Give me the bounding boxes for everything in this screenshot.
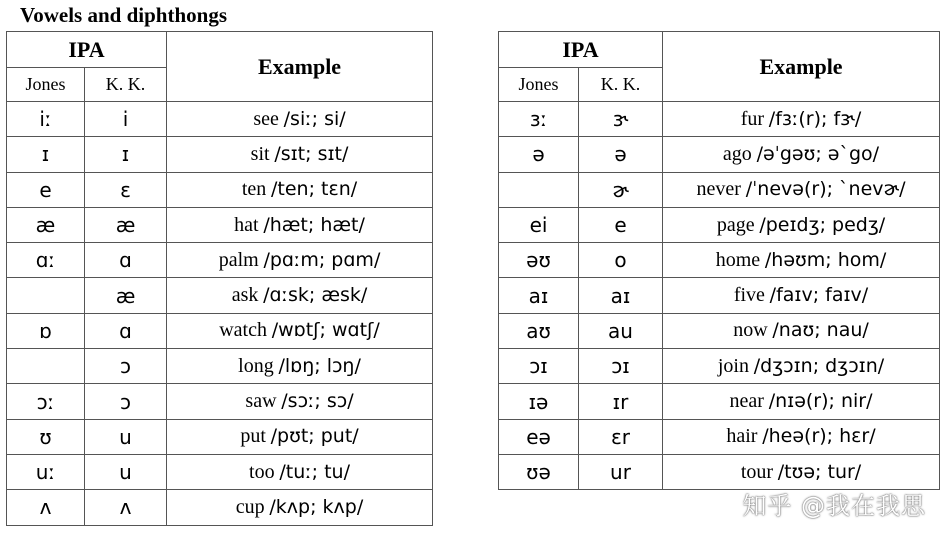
kk-symbol: ɔɪ <box>579 349 663 384</box>
jones-symbol: əʊ <box>499 243 579 278</box>
jones-symbol <box>7 278 85 313</box>
example-transcription: /pʊt; put/ <box>270 425 359 448</box>
example-word: see <box>253 107 279 130</box>
jones-symbol: ʊ <box>7 419 85 454</box>
example-transcription: /sɪt; sɪt/ <box>274 142 349 165</box>
example-word: tour <box>740 460 774 483</box>
example-header: Example <box>663 32 940 102</box>
example-cell <box>663 172 940 207</box>
table-row <box>499 278 940 313</box>
jones-symbol: ə <box>499 137 579 172</box>
example-transcription: /tʊə; tur/ <box>777 460 862 483</box>
example-word: ten <box>241 178 267 201</box>
jones-symbol: ɜː <box>499 102 579 137</box>
jones-symbol: ɑː <box>7 243 85 278</box>
example-transcription: /naʊ; nau/ <box>772 319 869 342</box>
example-word: fur <box>740 107 765 130</box>
kk-symbol: ur <box>579 454 663 489</box>
kk-symbol: aɪ <box>579 278 663 313</box>
example-transcription: /ˈnevə(r); ˋnevɚ/ <box>745 178 906 201</box>
example-transcription: /hæt; hæt/ <box>263 213 365 236</box>
kk-symbol: æ <box>85 278 167 313</box>
jones-symbol: e <box>7 172 85 207</box>
table-row <box>7 349 433 384</box>
jones-symbol: iː <box>7 102 85 137</box>
vowels-table-right <box>498 31 940 490</box>
example-word: hair <box>726 425 758 448</box>
example-transcription: /sɔː; sɔ/ <box>281 390 354 413</box>
example-transcription: /dʒɔɪn; dʒɔɪn/ <box>753 354 885 377</box>
example-transcription: /peɪdʒ; pedʒ/ <box>759 213 886 236</box>
jones-symbol: ɪ <box>7 137 85 172</box>
example-transcription: /wɒtʃ; wɑtʃ/ <box>271 319 380 342</box>
jones-symbol <box>7 349 85 384</box>
example-transcription: /fɜː(r); fɝ/ <box>768 107 862 130</box>
example-header: Example <box>167 32 433 102</box>
table-row <box>499 384 940 419</box>
example-cell <box>167 419 433 454</box>
kk-symbol: ɪ <box>85 137 167 172</box>
table-row <box>499 243 940 278</box>
example-cell <box>663 278 940 313</box>
jones-symbol: ʊə <box>499 454 579 489</box>
table-row <box>7 454 433 489</box>
ipa-header: IPA <box>7 32 167 68</box>
table-row <box>7 313 433 348</box>
jones-symbol: ɔɪ <box>499 349 579 384</box>
jones-symbol: ɔː <box>7 384 85 419</box>
table-row <box>499 137 940 172</box>
jones-symbol: ʌ <box>7 490 85 525</box>
jones-symbol: æ <box>7 207 85 242</box>
example-cell <box>167 490 433 525</box>
kk-symbol: ɔ <box>85 384 167 419</box>
example-cell <box>167 313 433 348</box>
example-word: never <box>696 178 741 201</box>
watermark: 知乎 @我在我思 <box>742 492 926 520</box>
example-cell <box>663 207 940 242</box>
example-word: hat <box>234 213 259 236</box>
example-cell <box>663 349 940 384</box>
kk-symbol: ɚ <box>579 172 663 207</box>
jones-header: Jones <box>499 68 579 102</box>
example-cell <box>663 313 940 348</box>
jones-symbol: eə <box>499 419 579 454</box>
example-word: near <box>729 390 764 413</box>
kk-header: K. K. <box>85 68 167 102</box>
example-word: home <box>715 248 761 271</box>
jones-symbol: ei <box>499 207 579 242</box>
example-cell <box>167 207 433 242</box>
example-word: ago <box>722 142 752 165</box>
example-cell <box>167 102 433 137</box>
kk-header: K. K. <box>579 68 663 102</box>
jones-symbol: ɪə <box>499 384 579 419</box>
page-title: Vowels and diphthongs <box>20 3 227 27</box>
example-cell <box>663 102 940 137</box>
example-transcription: /faɪv; faɪv/ <box>769 284 869 307</box>
jones-symbol: ɒ <box>7 313 85 348</box>
kk-symbol: ɔ <box>85 349 167 384</box>
example-transcription: /siː; si/ <box>283 107 346 130</box>
table-row <box>7 419 433 454</box>
table-row <box>499 172 940 207</box>
ipa-header: IPA <box>499 32 663 68</box>
table-body-right <box>499 102 940 490</box>
jones-header: Jones <box>7 68 85 102</box>
example-word: long <box>238 354 274 377</box>
example-word: ask <box>231 284 259 307</box>
table-row <box>7 490 433 525</box>
example-transcription: /lɒŋ; lɔŋ/ <box>278 354 361 377</box>
kk-symbol: e <box>579 207 663 242</box>
jones-symbol <box>499 172 579 207</box>
table-row <box>499 207 940 242</box>
example-cell <box>663 137 940 172</box>
example-cell <box>167 384 433 419</box>
example-cell <box>663 419 940 454</box>
example-transcription: /həʊm; hom/ <box>764 248 887 271</box>
table-row <box>499 419 940 454</box>
example-cell <box>167 349 433 384</box>
table-row <box>499 102 940 137</box>
kk-symbol: o <box>579 243 663 278</box>
table-row <box>7 207 433 242</box>
kk-symbol: æ <box>85 207 167 242</box>
vowels-table-left <box>6 31 433 526</box>
table-row <box>499 349 940 384</box>
example-transcription: /əˈgəʊ; əˋgo/ <box>756 142 880 165</box>
example-word: palm <box>218 248 259 271</box>
example-word: page <box>716 213 755 236</box>
table-row <box>499 313 940 348</box>
example-cell <box>663 384 940 419</box>
example-transcription: /nɪə(r); nir/ <box>768 390 873 413</box>
table-body-left <box>7 102 433 526</box>
table-row <box>7 137 433 172</box>
table-row <box>7 172 433 207</box>
kk-symbol: ə <box>579 137 663 172</box>
example-word: put <box>240 425 266 448</box>
example-cell <box>167 172 433 207</box>
example-cell <box>167 243 433 278</box>
example-word: too <box>249 460 275 483</box>
example-word: five <box>733 284 765 307</box>
kk-symbol: ɝ <box>579 102 663 137</box>
table-row <box>7 102 433 137</box>
example-word: saw <box>245 390 277 413</box>
kk-symbol: u <box>85 419 167 454</box>
example-transcription: /ɑːsk; æsk/ <box>263 284 368 307</box>
kk-symbol: ɑ <box>85 313 167 348</box>
kk-symbol: i <box>85 102 167 137</box>
jones-symbol: aʊ <box>499 313 579 348</box>
kk-symbol: au <box>579 313 663 348</box>
example-word: watch <box>219 319 267 342</box>
example-cell <box>663 243 940 278</box>
example-cell <box>663 454 940 489</box>
kk-symbol: u <box>85 454 167 489</box>
example-word: now <box>733 319 768 342</box>
table-row <box>499 454 940 489</box>
jones-symbol: aɪ <box>499 278 579 313</box>
example-transcription: /pɑːm; pɑm/ <box>263 248 381 271</box>
kk-symbol: ɛ <box>85 172 167 207</box>
example-cell <box>167 454 433 489</box>
example-cell <box>167 137 433 172</box>
example-cell <box>167 278 433 313</box>
kk-symbol: ɛr <box>579 419 663 454</box>
example-word: join <box>717 354 749 377</box>
kk-symbol: ʌ <box>85 490 167 525</box>
table-row <box>7 278 433 313</box>
table-row <box>7 243 433 278</box>
example-word: cup <box>235 495 265 518</box>
example-transcription: /tuː; tu/ <box>279 460 350 483</box>
kk-symbol: ɪr <box>579 384 663 419</box>
table-row <box>7 384 433 419</box>
jones-symbol: uː <box>7 454 85 489</box>
example-transcription: /ten; tɛn/ <box>271 178 358 201</box>
example-transcription: /heə(r); hɛr/ <box>762 425 876 448</box>
example-transcription: /kʌp; kʌp/ <box>269 495 364 518</box>
example-word: sit <box>250 142 270 165</box>
kk-symbol: ɑ <box>85 243 167 278</box>
